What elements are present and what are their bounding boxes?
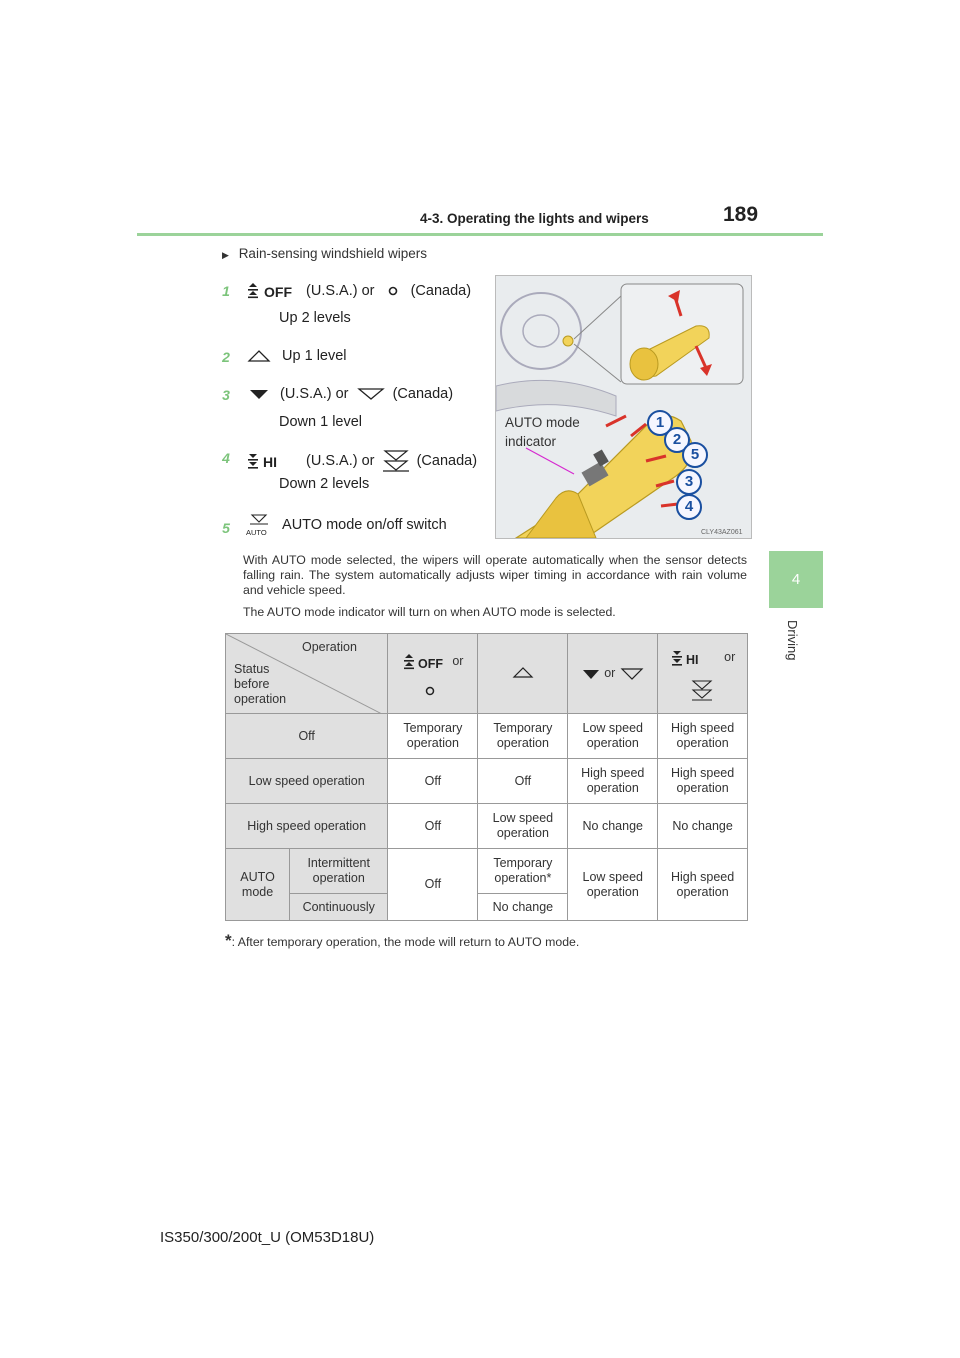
item-2-line: Up 1 level	[246, 348, 347, 364]
table-row: Low speed operation Off Off High speed operation High speed operation	[226, 759, 748, 804]
indicator-label-line1: AUTO mode	[505, 415, 580, 430]
callout-3: 3	[676, 469, 702, 495]
header-off-position: OFF or	[388, 634, 478, 714]
item-number-1: 1	[222, 283, 230, 299]
callout-2: 2	[664, 427, 690, 453]
off-circle-icon	[423, 684, 437, 698]
indicator-label-line2: indicator	[505, 434, 557, 449]
chapter-label: Driving	[785, 620, 800, 661]
down-triangle-outline-icon	[353, 387, 389, 401]
callout-5: 5	[682, 442, 708, 468]
footnote: *: After temporary operation, the mode will return to AUTO mode.	[225, 931, 580, 950]
section-title: 4-3. Operating the lights and wipers	[420, 211, 649, 226]
model-footer: IS350/300/200t_U (OM53D18U)	[160, 1229, 375, 1246]
auto-mode-icon	[244, 513, 274, 537]
subsection-heading: ▶ Rain-sensing windshield wipers	[222, 246, 428, 261]
double-down-triangle-outline-icon	[690, 680, 714, 702]
item-4-desc: Down 2 levels	[279, 476, 370, 492]
svg-text:OFF: OFF	[418, 657, 444, 671]
corner-operation-label: Operation	[302, 640, 357, 654]
table-row: Continuously No change	[226, 894, 748, 921]
item-number-5: 5	[222, 520, 230, 536]
item-1-desc: Up 2 levels	[279, 310, 351, 326]
wiper-operation-table	[225, 633, 748, 921]
header-down-2: HI or	[658, 634, 748, 714]
header-up-1	[478, 634, 568, 714]
header-down-1: or	[568, 634, 658, 714]
svg-text:HI: HI	[686, 653, 699, 667]
corner-status-label: Status before operation	[234, 662, 287, 706]
item-4-line: HI (U.S.A.) or (Canada)	[246, 449, 477, 473]
item-3-line: (U.S.A.) or (Canada)	[246, 386, 453, 402]
triangle-bullet-icon: ▶	[222, 250, 229, 260]
double-down-triangle-outline-icon	[379, 449, 413, 473]
hi-position-icon	[246, 453, 290, 469]
lever-diagram	[496, 276, 751, 538]
svg-text:AUTO: AUTO	[246, 528, 267, 537]
up-triangle-outline-icon	[512, 665, 534, 679]
table-row: AUTO mode Intermittent operation Off Temporary operation* Low speed operation High speed operation	[226, 849, 748, 894]
svg-text:OFF: OFF	[264, 284, 292, 300]
hi-position-icon	[670, 650, 714, 668]
item-number-2: 2	[222, 349, 230, 365]
down-triangle-outline-icon	[619, 667, 645, 681]
item-number-4: 4	[222, 450, 230, 466]
item-1-line: OFF (U.S.A.) or (Canada)	[246, 283, 471, 299]
down-triangle-filled-icon	[581, 668, 601, 680]
auto-mode-paragraph: With AUTO mode selected, the wipers will operate automatically when the sensor detects falling rain. The system automatically adjusts wiper timing in accordance with rain volume and vehicle speed.	[243, 553, 747, 597]
indicator-paragraph: The AUTO mode indicator will turn on when AUTO mode is selected.	[243, 605, 616, 619]
figure-code: CLY43AZ061	[701, 529, 743, 536]
down-triangle-filled-icon	[246, 387, 272, 401]
item-number-3: 3	[222, 387, 230, 403]
table-corner-cell	[226, 634, 388, 714]
callout-1: 1	[647, 410, 673, 436]
chapter-tab: 4	[769, 551, 823, 608]
up-triangle-outline-icon	[246, 349, 272, 363]
item-5-line: AUTO AUTO mode on/off switch	[244, 513, 447, 537]
off-circle-icon	[379, 283, 407, 299]
table-row: Off Temporary operation Temporary operation Low speed operation High speed operation	[226, 714, 748, 759]
svg-text:HI: HI	[263, 454, 277, 469]
callout-4: 4	[676, 494, 702, 520]
wiper-lever-illustration	[495, 275, 752, 539]
page-number: 189	[723, 203, 759, 226]
item-3-desc: Down 1 level	[279, 414, 363, 430]
table-row: High speed operation Off Low speed operation No change No change	[226, 804, 748, 849]
off-position-icon	[246, 283, 296, 299]
header-rule	[137, 233, 823, 236]
